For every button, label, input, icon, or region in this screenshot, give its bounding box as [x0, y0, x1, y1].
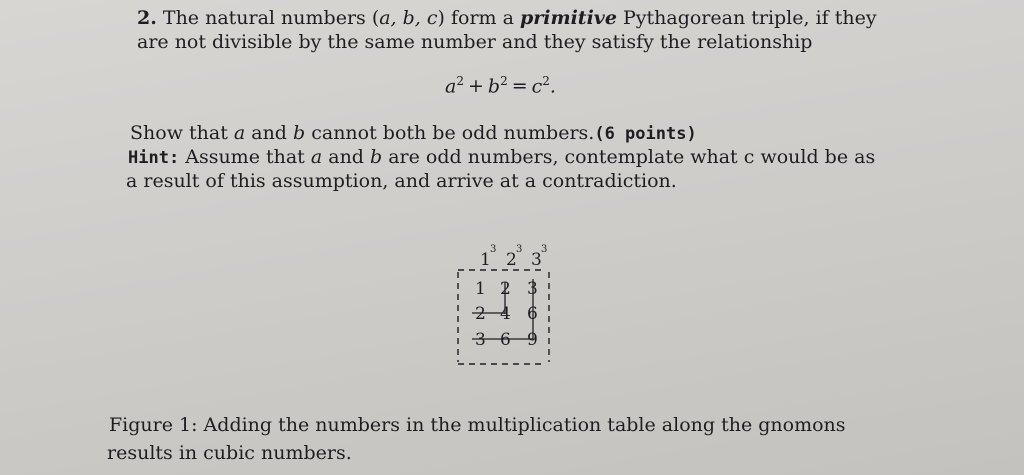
problem-line-2: are not divisible by the same number and they satisfy the relationship: [137, 31, 813, 53]
cube-2: 2: [506, 250, 517, 270]
cell-1-2: 2: [500, 279, 511, 299]
cube-2-exp: 3: [516, 244, 523, 255]
cell-2-2: 4: [500, 304, 511, 324]
points-label: (6 points): [594, 124, 697, 144]
problem-number: 2.: [137, 7, 157, 29]
task-statement: Show that a and b cannot both be odd numbers.(6 points): [130, 122, 697, 144]
hint-line-2: a result of this assumption, and arrive at a contradiction.: [126, 170, 677, 192]
hint-label: Hint:: [128, 148, 180, 168]
cell-3-1: 3: [475, 330, 486, 350]
cell-2-3: 6: [527, 304, 538, 324]
cell-1-1: 1: [475, 279, 486, 299]
hint-line-1: Hint: Assume that a and b are odd numbers, contemplate what c would be as: [128, 146, 876, 168]
cube-1: 1: [480, 250, 491, 270]
cube-1-exp: 3: [490, 244, 497, 255]
cube-3-exp: 3: [541, 244, 548, 255]
cell-3-2: 6: [500, 330, 511, 350]
primitive-term: primitive: [519, 7, 617, 29]
problem-line-1: 2. The natural numbers (a, b, c) form a primitive Pythagorean triple, if they: [137, 7, 877, 29]
pythagorean-equation: $a^2 + b^2 = c^2$.: [445, 74, 556, 98]
cell-3-3: 9: [527, 330, 538, 350]
figure-caption-line-1: Figure 1: Adding the numbers in the multiplication table along the gnomons: [109, 414, 846, 436]
figure-caption-line-2: results in cubic numbers.: [107, 442, 352, 464]
cube-3: 3: [531, 250, 542, 270]
cell-1-3: 3: [527, 279, 538, 299]
cell-2-1: 2: [475, 304, 486, 324]
